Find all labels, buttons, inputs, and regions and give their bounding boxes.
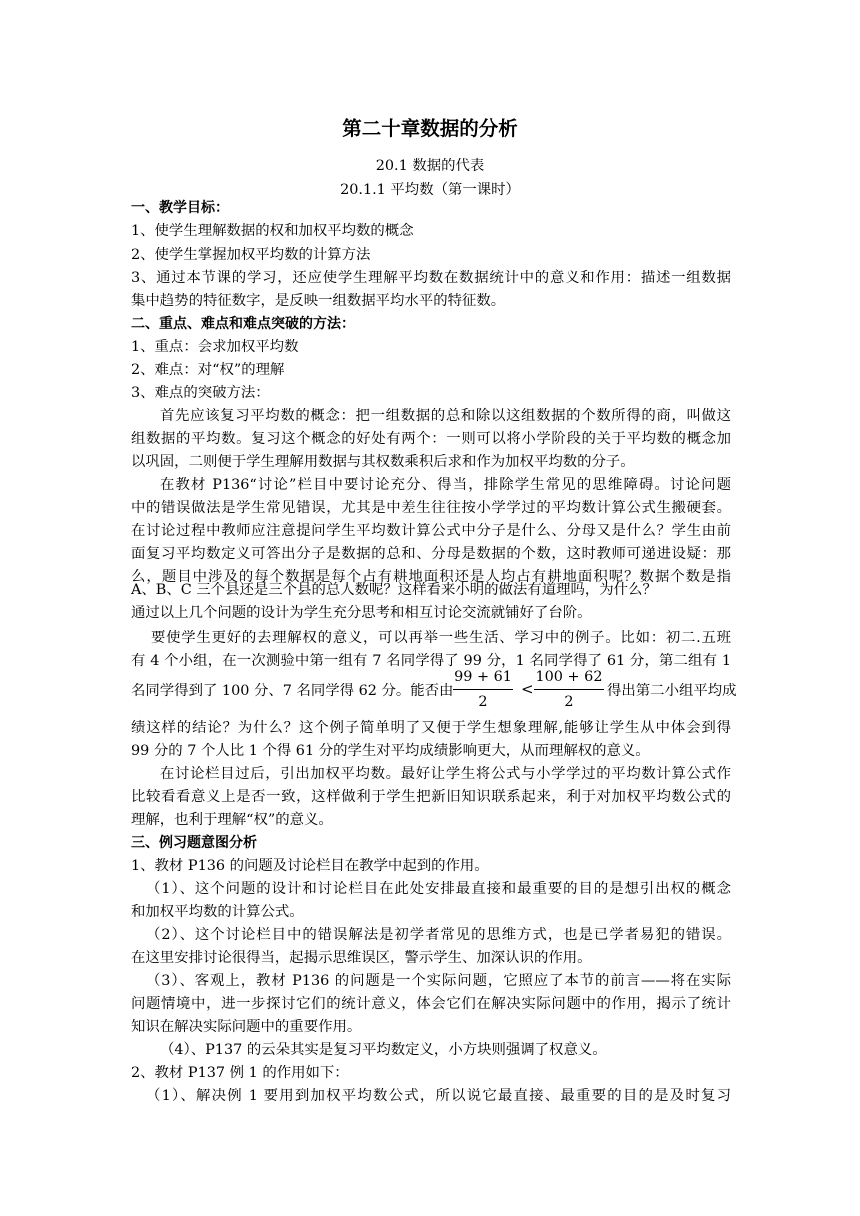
paragraph-line: 绩这样的结论？为什么？这个例子简单明了又便于学生想象理解,能够让学生从中体会到得 <box>131 720 731 736</box>
heading-examples: 三、例习题意图分析 <box>131 835 257 851</box>
paragraph-line: 在讨论过程中教师应注意提问学生平均数计算公式中分子是什么、分母又是什么？学生由前 <box>131 523 731 539</box>
fraction-numerator: 100 + 62 <box>535 669 603 685</box>
paragraph-line: 和加权平均数的计算公式。 <box>131 904 304 920</box>
paragraph-line: 2、难点：对“权”的理解 <box>131 362 285 378</box>
fraction-bar <box>453 689 513 690</box>
paragraph-line: 要使学生更好的去理解权的意义，可以再举一些生活、学习中的例子。比如：初二.五班 <box>151 630 731 646</box>
paragraph-line: 集中趋势的特征数字，是反映一组数据平均水平的特征数。 <box>131 293 506 309</box>
paragraph-line: 知识在解决实际问题中的重要作用。 <box>131 1019 362 1035</box>
paragraph-line: 2、使学生掌握加权平均数的计算方法 <box>131 247 371 263</box>
paragraph-line: 得出第二小组平均成 <box>607 683 737 699</box>
fraction-numerator: 99 + 61 <box>454 669 512 685</box>
paragraph-line: 在这里安排讨论很得当，起揭示思维误区，警示学生、加深认识的作用。 <box>131 950 592 966</box>
paragraph-line: 通过以上几个问题的设计为学生充分思考和相互讨论交流就铺好了台阶。 <box>131 605 592 621</box>
fraction-denominator: 2 <box>478 694 488 710</box>
paragraph-line: （1）、这个问题的设计和讨论栏目在此处安排最直接和最重要的目的是想引出权的概念 <box>146 881 731 897</box>
paragraph-line: 1、重点：会求加权平均数 <box>131 339 299 355</box>
heading-keypoints: 二、重点、难点和难点突破的方法： <box>131 316 355 332</box>
paragraph-line: 问题情境中，进一步探讨它们的统计意义，体会它们在解决实际问题中的作用，揭示了统计 <box>131 996 731 1012</box>
paragraph-line: 1、使学生理解数据的权和加权平均数的概念 <box>131 223 414 239</box>
paragraph-line: 在教材 P136“讨论”栏目中要讨论充分、得当，排除学生常见的思维障碍。讨论问题 <box>160 477 731 493</box>
paragraph-line: （1）、解决例 1 要用到加权平均数公式，所以说它最直接、最重要的目的是及时复习 <box>146 1088 731 1104</box>
paragraph-line: 么，题目中涉及的每个数据是每个占有耕地面积还是人均占有耕地面积呢？数据个数是指 <box>131 569 731 585</box>
paragraph-line: 理解，也利于理解“权”的意义。 <box>131 812 333 828</box>
paragraph-line: （3）、客观上，教材 P136 的问题是一个实际问题，它照应了本节的前言——将在实际 <box>146 973 731 989</box>
paragraph-line: 中的错误做法是学生常见错误，尤其是中差生往往按小学学过的平均数计算公式生搬硬套。 <box>131 500 731 516</box>
paragraph-line: （4）、P137 的云朵其实是复习平均数定义，小方块则强调了权意义。 <box>160 1042 607 1058</box>
paragraph-line: 1、教材 P136 的问题及讨论栏目在教学中起到的作用。 <box>131 858 489 874</box>
paragraph-line: 比较看看意义上是否一致，这样做利于学生把新旧知识联系起来，利于对加权平均数公式的 <box>131 789 731 805</box>
paragraph-line: 组数据的平均数。复习这个概念的好处有两个：一则可以将小学阶段的关于平均数的概念加 <box>131 431 731 447</box>
less-than-symbol: < <box>521 680 534 698</box>
fraction-second-group <box>534 668 604 711</box>
paragraph-line: 在讨论栏目过后，引出加权平均数。最好让学生将公式与小学学过的平均数计算公式作 <box>160 766 731 782</box>
fraction-bar <box>534 689 604 690</box>
paragraph-line: （2）、这个讨论栏目中的错误解法是初学者常见的思维方式，也是已学者易犯的错误。 <box>146 927 731 943</box>
paragraph-line: 2、教材 P137 例 1 的作用如下： <box>131 1065 349 1081</box>
paragraph-line: 名同学得到了 100 分、7 名同学得 62 分。能否由 <box>131 683 454 699</box>
fraction-denominator: 2 <box>564 694 574 710</box>
paragraph-line: 99 分的 7 个人比 1 个得 61 分的学生对平均成绩影响更大，从而理解权的意义。 <box>131 743 650 759</box>
paragraph-line: 首先应该复习平均数的概念：把一组数据的总和除以这组数据的个数所得的商，叫做这 <box>160 408 731 424</box>
section-title: 20.1 数据的代表 <box>375 158 485 174</box>
chapter-title: 第二十章数据的分析 <box>342 117 518 140</box>
paragraph-line: 面复习平均数定义可答出分子是数据的总和、分母是数据的个数，这时教师可递进设疑：那 <box>131 546 731 562</box>
paragraph-line: 3、难点的突破方法： <box>131 385 270 401</box>
fraction-first-group <box>453 668 513 711</box>
paragraph-line: 有 4 个小组，在一次测验中第一组有 7 名同学得了 99 分，1 名同学得了 61 分，第二组有 1 <box>131 653 731 669</box>
paragraph-line: 3、通过本节课的学习，还应使学生理解平均数在数据统计中的意义和作用：描述一组数据 <box>131 270 731 286</box>
paragraph-line: A、B、C 三个县还是三个县的总人数呢？这样看来小明的做法有道理吗，为什么？ <box>131 582 657 598</box>
heading-goals: 一、教学目标： <box>131 200 229 216</box>
subsection-title: 20.1.1 平均数（第一课时） <box>340 182 520 198</box>
paragraph-line: 以巩固，二则便于学生理解用数据与其权数乘积后求和作为加权平均数的分子。 <box>131 454 635 470</box>
